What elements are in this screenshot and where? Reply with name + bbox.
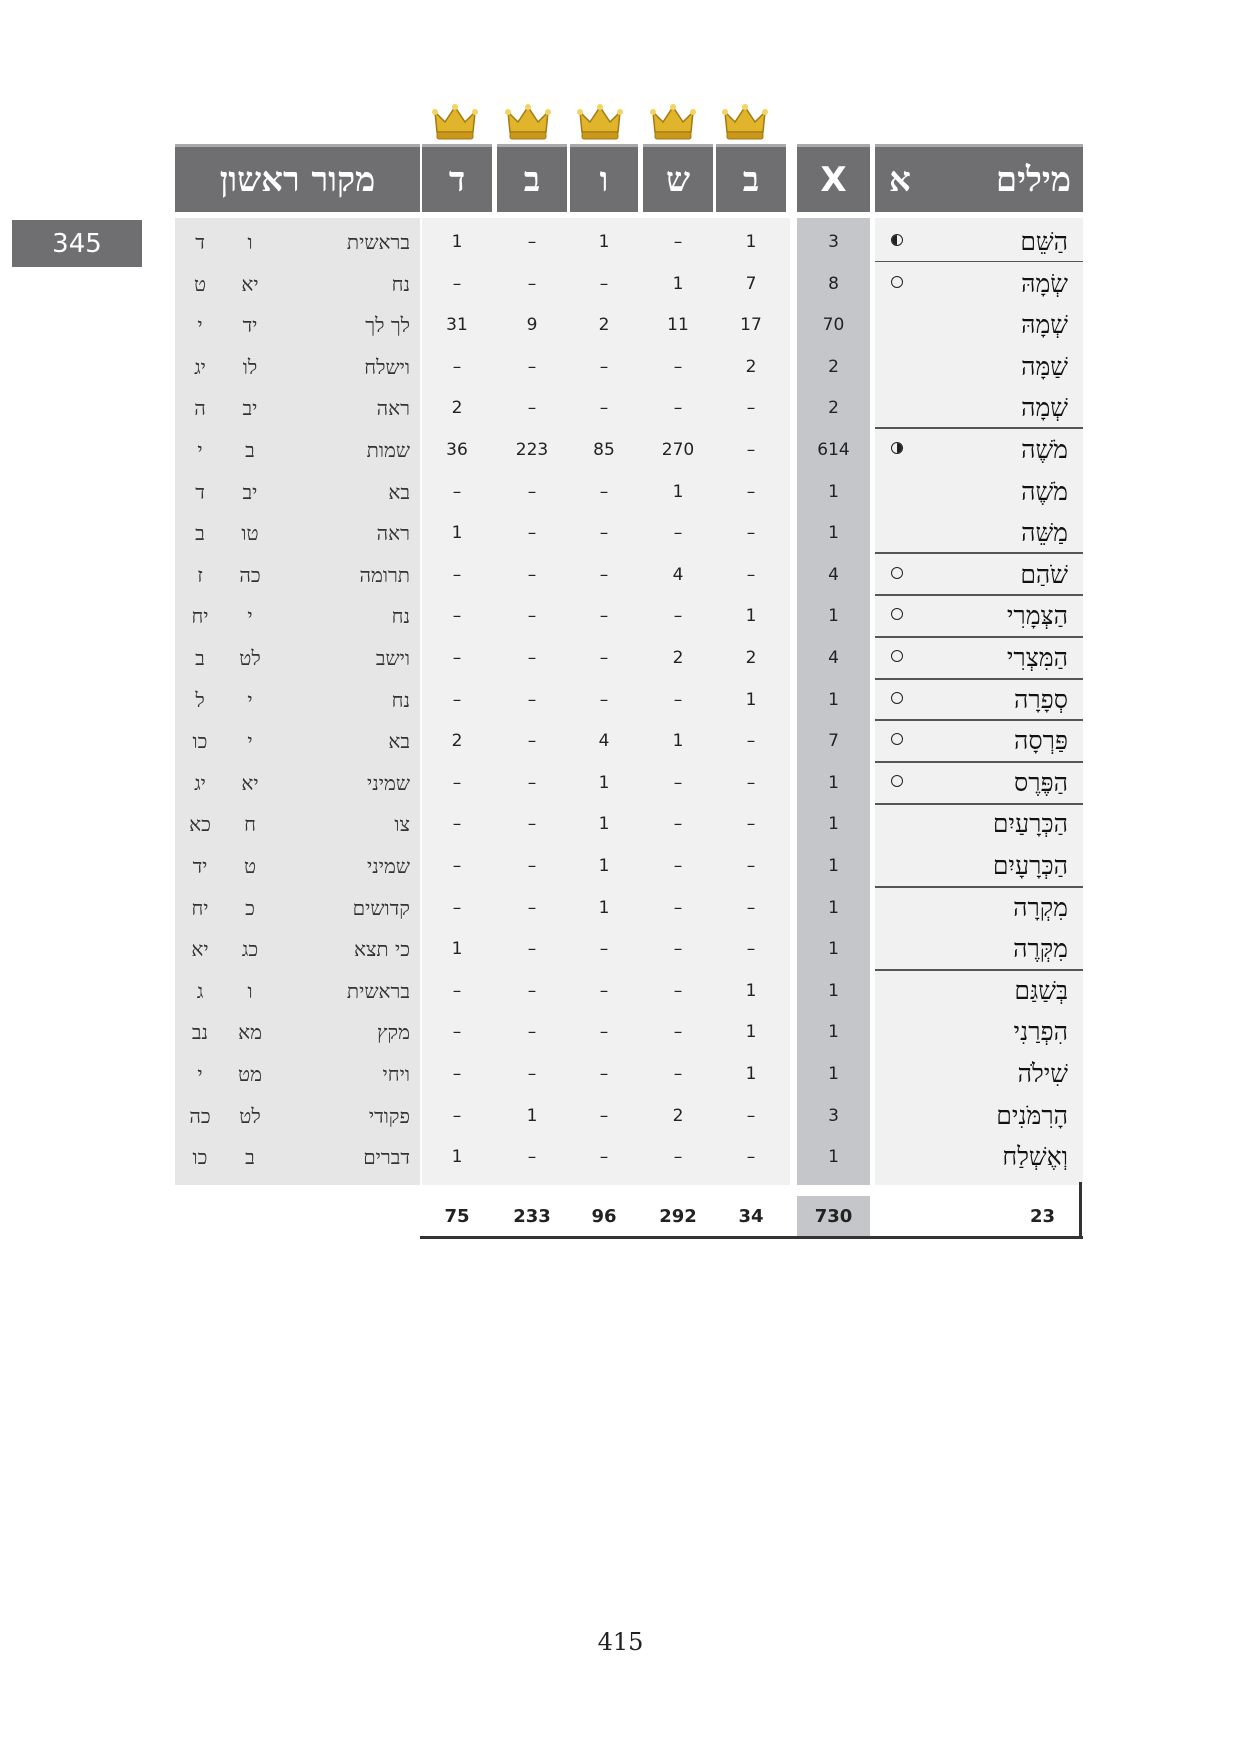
count-cell: 36	[446, 440, 468, 460]
x-count-cell: 70	[822, 315, 845, 336]
crown-icon	[432, 102, 478, 142]
count-cell: –	[527, 273, 537, 294]
count-cell: –	[599, 564, 609, 585]
count-cell: –	[527, 481, 537, 502]
group-separator	[875, 969, 1083, 971]
count-cell: –	[527, 897, 537, 918]
verse-cell: ז	[197, 562, 203, 587]
count-cell: –	[746, 939, 756, 960]
x-count-cell: 4	[828, 648, 839, 668]
count-cell: –	[599, 523, 609, 544]
count-cell: –	[673, 772, 683, 793]
word-cell: סְפָרָה	[1014, 684, 1068, 714]
book-cell: ראה	[376, 396, 410, 421]
count-cell: –	[746, 1105, 756, 1126]
chapter-cell: לו	[242, 354, 258, 379]
count-cell: –	[527, 939, 537, 960]
chapter-cell: כג	[241, 937, 259, 962]
count-cell: –	[673, 689, 683, 710]
count-cell: –	[527, 398, 537, 419]
word-cell: מַשֵּׁה	[1021, 518, 1068, 548]
word-cell: הַמִּצְרִי	[1006, 643, 1068, 672]
count-cell: –	[746, 772, 756, 793]
table-row	[0, 263, 1241, 305]
group-separator	[875, 761, 1083, 763]
count-cell: –	[452, 606, 462, 627]
count-cell: 17	[740, 315, 762, 336]
count-cell: –	[599, 689, 609, 710]
count-cell: –	[746, 1147, 756, 1168]
count-cell: –	[673, 606, 683, 627]
x-count-cell: 1	[828, 980, 839, 1001]
x-count-cell: 1	[828, 1064, 839, 1084]
count-cell: –	[527, 1064, 537, 1084]
count-cell: 31	[446, 315, 468, 336]
count-cell: –	[746, 897, 756, 918]
word-cell: הַצְּמָרִי	[1006, 601, 1068, 631]
word-cell: הַכְּרָעַיִם	[992, 809, 1068, 839]
verse-cell: כה	[189, 1103, 211, 1128]
count-cell: –	[599, 980, 609, 1001]
x-count-cell: 1	[828, 1147, 839, 1168]
count-cell: –	[452, 980, 462, 1001]
count-cell: –	[673, 814, 683, 835]
chapter-cell: ו	[247, 230, 253, 254]
count-cell: –	[673, 523, 683, 544]
empty-circle-icon	[891, 608, 903, 620]
table-row	[0, 762, 1241, 804]
word-cell: שַׁמָּה	[1021, 351, 1068, 381]
count-cell: –	[673, 980, 683, 1001]
x-count-cell: 1	[828, 523, 839, 544]
count-cell: –	[599, 648, 609, 668]
count-cell: –	[746, 731, 756, 752]
table-row	[0, 887, 1241, 929]
chapter-cell: יא	[241, 770, 259, 795]
count-cell: –	[452, 564, 462, 585]
table-row	[0, 346, 1241, 388]
count-cell: –	[673, 939, 683, 960]
table-row	[0, 304, 1241, 346]
chapter-cell: לט	[239, 646, 261, 670]
x-count-cell: 2	[828, 398, 839, 419]
half-circle-icon	[891, 442, 903, 454]
count-cell: –	[746, 440, 756, 460]
count-cell: –	[673, 232, 683, 252]
count-cell: 1	[745, 1022, 757, 1043]
count-cell: –	[599, 1105, 609, 1126]
count-cell: 1	[745, 232, 757, 252]
header-col-shin: ש	[643, 144, 713, 212]
count-cell: –	[673, 1147, 683, 1168]
crown-icon	[505, 102, 551, 142]
chapter-cell: ו	[247, 978, 253, 1003]
count-cell: –	[599, 1022, 609, 1043]
count-cell: 1	[745, 689, 757, 710]
word-cell: מֹשֶׁה	[1021, 476, 1068, 506]
book-cell: בא	[388, 729, 410, 754]
table-row	[0, 1095, 1241, 1137]
count-cell: –	[673, 856, 683, 876]
count-cell: 1	[598, 232, 610, 252]
table-row	[0, 970, 1241, 1012]
group-separator	[875, 552, 1083, 554]
verse-cell: ב	[195, 646, 205, 670]
book-cell: פקודי	[368, 1103, 410, 1128]
count-cell: –	[452, 897, 462, 918]
empty-circle-icon	[891, 276, 903, 288]
crown-icon	[722, 102, 768, 142]
verse-cell: ד	[195, 230, 205, 254]
count-cell: 1	[672, 273, 684, 294]
count-cell: –	[673, 398, 683, 419]
group-separator	[875, 594, 1083, 596]
x-count-cell: 1	[828, 814, 839, 835]
count-cell: –	[599, 356, 609, 377]
count-cell: –	[746, 523, 756, 544]
count-cell: 2	[672, 1105, 684, 1126]
half-circle-icon	[891, 234, 903, 246]
book-cell: וישב	[375, 646, 410, 670]
book-cell: ויחי	[382, 1062, 410, 1086]
count-cell: –	[599, 606, 609, 627]
chapter-cell: יב	[242, 479, 258, 504]
chapter-cell: י	[247, 729, 253, 754]
table-row	[0, 637, 1241, 679]
group-separator	[875, 886, 1083, 888]
word-cell: שְׂמָהּ	[1021, 268, 1068, 298]
book-cell: נח	[391, 604, 410, 629]
count-cell: –	[452, 273, 462, 294]
count-cell: 1	[598, 772, 610, 793]
count-cell: –	[527, 1147, 537, 1168]
count-cell: –	[527, 1022, 537, 1043]
chapter-cell: יא	[241, 271, 259, 296]
count-cell: –	[452, 814, 462, 835]
group-separator	[875, 803, 1083, 805]
count-cell: –	[746, 564, 756, 585]
count-cell: 1	[598, 814, 610, 835]
chapter-cell: כה	[239, 562, 261, 587]
group-separator	[875, 427, 1083, 429]
x-count-cell: 3	[828, 1105, 839, 1126]
crown-icon	[577, 102, 623, 142]
verse-cell: יג	[194, 354, 206, 379]
count-cell: –	[673, 356, 683, 377]
table-row	[0, 595, 1241, 637]
count-cell: –	[452, 1022, 462, 1043]
count-cell: –	[746, 814, 756, 835]
count-cell: –	[527, 232, 537, 252]
count-cell: –	[673, 1022, 683, 1043]
table-row	[0, 512, 1241, 554]
word-cell: הַפֶּרֶס	[1014, 767, 1068, 797]
count-cell: 2	[745, 648, 757, 668]
word-cell: שְׁמָה	[1021, 393, 1068, 423]
side-page-box: 345	[12, 220, 142, 267]
count-cell: 2	[672, 648, 684, 668]
count-cell: 1	[598, 897, 610, 918]
verse-cell: י	[197, 438, 203, 462]
word-cell: פַּרְסָה	[1014, 726, 1068, 756]
verse-cell: יח	[191, 604, 209, 629]
book-cell: בא	[388, 479, 410, 504]
count-cell: 2	[451, 398, 463, 419]
count-cell: –	[599, 398, 609, 419]
header-words-letter: א	[889, 159, 911, 200]
count-cell: –	[452, 648, 462, 668]
group-separator	[875, 261, 1083, 262]
empty-circle-icon	[891, 733, 903, 745]
x-count-cell: 1	[828, 772, 839, 793]
book-cell: שמות	[366, 438, 410, 462]
count-cell: 2	[745, 356, 757, 377]
table-row	[0, 387, 1241, 429]
count-cell: –	[527, 606, 537, 627]
header-col-bet-2: ב	[497, 144, 567, 212]
count-cell: 1	[672, 731, 684, 752]
chapter-cell: ח	[244, 812, 256, 837]
total-vav: 96	[591, 1206, 617, 1227]
verse-cell: ט	[193, 271, 207, 296]
count-cell: 223	[515, 440, 549, 460]
count-cell: 2	[598, 315, 610, 336]
count-cell: 1	[451, 523, 463, 544]
verse-cell: כא	[189, 812, 211, 837]
count-cell: –	[673, 1064, 683, 1084]
verse-cell: ה	[194, 396, 206, 421]
chapter-cell: ט	[243, 854, 257, 878]
group-separator	[875, 678, 1083, 680]
count-cell: 1	[451, 939, 463, 960]
chapter-cell: ב	[245, 438, 255, 462]
count-cell: –	[527, 814, 537, 835]
verse-cell: יג	[194, 770, 206, 795]
verse-cell: כו	[192, 729, 208, 754]
table-row	[0, 1053, 1241, 1095]
group-separator	[875, 719, 1083, 721]
word-cell: מֹשֶׁה	[1021, 435, 1068, 464]
count-cell: –	[527, 564, 537, 585]
x-count-cell: 8	[828, 273, 839, 294]
count-cell: –	[452, 856, 462, 876]
verse-cell: י	[197, 313, 203, 338]
verse-cell: כו	[192, 1145, 208, 1170]
table-row	[0, 1136, 1241, 1178]
x-count-cell: 1	[828, 1022, 839, 1043]
chapter-cell: יד	[242, 313, 258, 338]
book-cell: מקץ	[377, 1020, 410, 1045]
book-cell: וישלח	[364, 354, 410, 379]
book-cell: צו	[394, 812, 410, 837]
verse-cell: ד	[195, 479, 205, 504]
header-source: מקור ראשון	[175, 144, 420, 212]
count-cell: –	[527, 523, 537, 544]
book-cell: לך לך	[365, 313, 410, 338]
count-cell: 1	[526, 1105, 538, 1126]
x-count-cell: 4	[828, 564, 839, 585]
count-cell: –	[599, 1064, 609, 1084]
count-cell: –	[452, 1064, 462, 1084]
count-cell: 1	[745, 606, 757, 627]
count-cell: –	[599, 481, 609, 502]
table-row	[0, 554, 1241, 596]
count-cell: –	[746, 398, 756, 419]
count-cell: 1	[672, 481, 684, 502]
table-row	[0, 845, 1241, 887]
count-cell: –	[527, 856, 537, 876]
book-cell: נח	[391, 687, 410, 712]
chapter-cell: י	[247, 604, 253, 629]
table-row	[0, 221, 1241, 263]
total-words: 23	[1029, 1206, 1055, 1227]
header-x: X	[797, 144, 870, 212]
word-cell: שֹׁהַם	[1020, 559, 1068, 589]
count-cell: –	[673, 897, 683, 918]
count-cell: –	[452, 481, 462, 502]
page-number: 415	[597, 1628, 644, 1656]
count-cell: 1	[451, 232, 463, 252]
count-cell: –	[599, 939, 609, 960]
book-cell: דברים	[363, 1145, 410, 1170]
table-row	[0, 679, 1241, 721]
table-row	[0, 720, 1241, 762]
chapter-cell: ב	[245, 1145, 255, 1170]
header-col-vav: ו	[570, 144, 638, 212]
word-cell: הַשֵּׁם	[1020, 227, 1068, 256]
word-cell: וְאֶשְׁלַח	[1002, 1142, 1068, 1172]
count-cell: –	[527, 648, 537, 668]
x-count-cell: 1	[828, 856, 839, 876]
verse-cell: ל	[195, 687, 205, 712]
count-cell: –	[746, 856, 756, 876]
total-bet-2: 233	[513, 1206, 551, 1227]
x-count-cell: 1	[828, 939, 839, 960]
header-words	[875, 144, 1083, 212]
count-cell: 1	[745, 1064, 757, 1084]
total-shin: 292	[659, 1206, 697, 1227]
word-cell: הִפְרַנִי	[1013, 1017, 1068, 1047]
table-row	[0, 1011, 1241, 1053]
empty-circle-icon	[891, 567, 903, 579]
count-cell: –	[527, 731, 537, 752]
count-cell: –	[746, 481, 756, 502]
x-count-cell: 7	[828, 731, 839, 752]
book-cell: ראה	[376, 521, 410, 546]
table-row	[0, 429, 1241, 471]
x-count-cell: 1	[828, 606, 839, 627]
count-cell: –	[527, 689, 537, 710]
chapter-cell: טו	[241, 521, 259, 546]
count-cell: –	[452, 1105, 462, 1126]
verse-cell: יד	[192, 854, 208, 878]
table-row	[0, 803, 1241, 845]
empty-circle-icon	[891, 775, 903, 787]
chapter-cell: יב	[242, 396, 258, 421]
count-cell: –	[527, 356, 537, 377]
crown-icon	[650, 102, 696, 142]
verse-cell: ב	[195, 521, 205, 546]
totals-right-rule	[1079, 1182, 1082, 1239]
count-cell: 4	[672, 564, 684, 585]
count-cell: 270	[661, 440, 695, 460]
total-x: 730	[797, 1196, 870, 1238]
header-col-dalet: ד	[422, 144, 492, 212]
x-count-cell: 1	[828, 689, 839, 710]
x-count-cell: 3	[828, 232, 839, 252]
word-cell: שְׁמָהּ	[1021, 310, 1068, 340]
book-cell: בראשית	[346, 978, 410, 1003]
count-cell: –	[452, 772, 462, 793]
book-cell: בראשית	[346, 230, 410, 254]
count-cell: 9	[526, 315, 538, 336]
count-cell: –	[452, 356, 462, 377]
empty-circle-icon	[891, 692, 903, 704]
verse-cell: נב	[191, 1020, 209, 1045]
verse-cell: י	[197, 1062, 203, 1086]
verse-cell: ג	[196, 978, 204, 1003]
count-cell: 1	[598, 856, 610, 876]
word-cell: מִקְּרֶה	[1013, 934, 1068, 964]
count-cell: 2	[451, 731, 463, 752]
x-count-cell: 1	[828, 897, 839, 918]
table-row	[0, 928, 1241, 970]
word-cell: בְּשַׁגַּם	[1014, 975, 1068, 1005]
book-cell: שמיני	[366, 854, 410, 878]
book-cell: תרומה	[359, 562, 410, 587]
word-cell: מִקְרָה	[1013, 892, 1068, 922]
group-separator	[875, 636, 1083, 638]
count-cell: 7	[745, 273, 757, 294]
x-count-cell: 614	[817, 440, 850, 460]
count-cell: –	[527, 772, 537, 793]
book-cell: נח	[391, 271, 410, 296]
count-cell: 1	[745, 980, 757, 1001]
totals-bottom-rule	[420, 1236, 1083, 1239]
chapter-cell: לט	[239, 1103, 261, 1128]
word-cell: הָרִמֹּנִים	[996, 1100, 1068, 1130]
word-cell: שִׁילֹה	[1017, 1059, 1068, 1088]
word-cell: הַכְּרָעָיִם	[992, 851, 1068, 880]
table-row	[0, 471, 1241, 513]
book-cell: שמיני	[366, 770, 410, 795]
count-cell: 1	[451, 1147, 463, 1168]
x-count-cell: 2	[828, 356, 839, 377]
count-cell: 85	[593, 440, 615, 460]
total-bet-1: 34	[738, 1206, 764, 1227]
verse-cell: יח	[191, 895, 209, 920]
book-cell: קדושים	[352, 895, 410, 920]
book-cell: כי תצא	[353, 937, 410, 962]
chapter-cell: מא	[238, 1020, 262, 1045]
verse-cell: יא	[191, 937, 209, 962]
count-cell: –	[599, 1147, 609, 1168]
count-cell: 11	[667, 315, 689, 336]
count-cell: 4	[598, 731, 610, 752]
count-cell: –	[527, 980, 537, 1001]
count-cell: –	[452, 689, 462, 710]
x-count-cell: 1	[828, 481, 839, 502]
chapter-cell: י	[247, 687, 253, 712]
header-col-bet-1: ב	[716, 144, 786, 212]
empty-circle-icon	[891, 650, 903, 662]
total-dalet: 75	[444, 1206, 470, 1227]
chapter-cell: כ	[245, 895, 255, 920]
chapter-cell: מט	[238, 1062, 262, 1086]
count-cell: –	[599, 273, 609, 294]
header-words-label: מילים	[995, 159, 1071, 200]
